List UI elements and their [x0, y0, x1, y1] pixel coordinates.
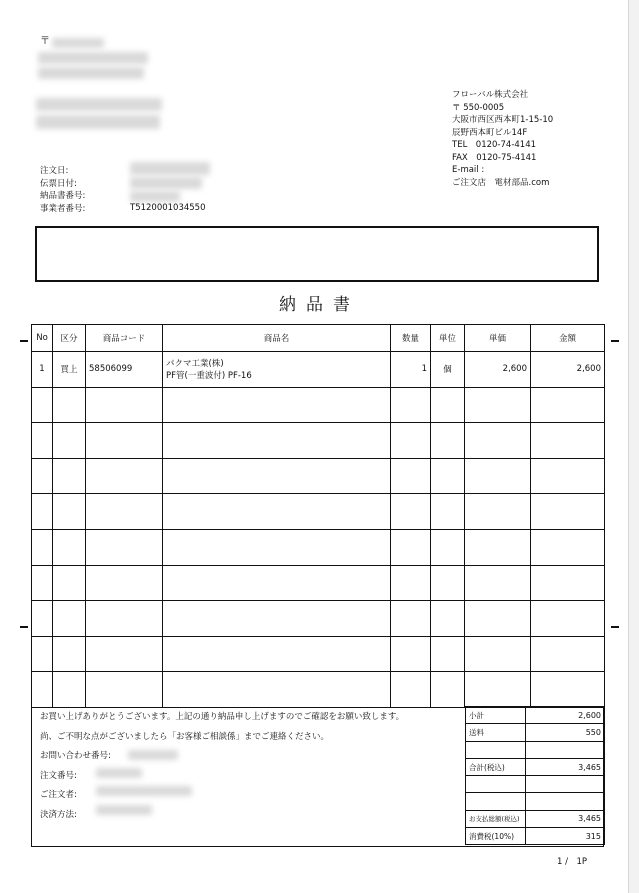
- table-row: [32, 423, 605, 459]
- page-edge: [628, 0, 639, 893]
- empty-cell: [53, 565, 86, 601]
- redacted-inquiry-number: [128, 750, 178, 760]
- blank-row: [466, 793, 605, 810]
- empty-cell: [531, 529, 605, 565]
- subtotal-row: [466, 707, 605, 724]
- empty-cell: [531, 458, 605, 494]
- empty-cell: [86, 494, 163, 530]
- empty-cell: [163, 494, 391, 530]
- empty-cell: [53, 529, 86, 565]
- empty-cell: [391, 423, 431, 459]
- empty-cell: [32, 458, 53, 494]
- items-table: [31, 324, 605, 708]
- table-row: [32, 352, 605, 388]
- totals-table: [465, 706, 605, 845]
- delivery-number-label: 納品書番号:: [40, 191, 86, 201]
- row-amount: 2,600: [531, 352, 605, 388]
- left-fold-mark-top: [20, 340, 28, 342]
- total-value: 3,465: [526, 758, 605, 775]
- empty-cell: [531, 494, 605, 530]
- redacted-orderer: [96, 786, 192, 796]
- empty-cell: [32, 601, 53, 637]
- empty-cell: [465, 458, 531, 494]
- empty-cell: [53, 672, 86, 708]
- sender-store: ご注文店 電材部品.com: [452, 177, 550, 188]
- header-product-name: 商品名: [163, 325, 391, 352]
- left-fold-mark-bottom: [20, 626, 28, 628]
- table-row: [32, 565, 605, 601]
- redacted-postal-code: [52, 38, 104, 48]
- total-label: 合計(税込): [466, 758, 526, 775]
- empty-cell: [531, 636, 605, 672]
- tax-value: 315: [526, 828, 605, 845]
- header-unit-price: 単価: [465, 325, 531, 352]
- empty-cell: [163, 565, 391, 601]
- table-row: [32, 458, 605, 494]
- empty-cell: [86, 458, 163, 494]
- empty-cell: [32, 494, 53, 530]
- payment-total-row: [466, 810, 605, 827]
- header-quantity: 数量: [391, 325, 431, 352]
- sender-block: [452, 89, 553, 189]
- empty-cell: [163, 458, 391, 494]
- total-row: [466, 758, 605, 775]
- sender-address-2: 辰野西本町ビル14F: [452, 127, 528, 138]
- empty-cell: [431, 636, 465, 672]
- empty-cell: [86, 601, 163, 637]
- redacted-payment-method: [96, 805, 152, 815]
- row-no: 1: [32, 352, 53, 388]
- empty-cell: [531, 565, 605, 601]
- footer-messages: [40, 710, 404, 827]
- empty-cell: [53, 601, 86, 637]
- empty-cell: [391, 672, 431, 708]
- redacted-slip-date: [130, 177, 202, 189]
- empty-cell: [431, 387, 465, 423]
- table-row: [32, 601, 605, 637]
- header-kubun: 区分: [53, 325, 86, 352]
- empty-cell: [465, 423, 531, 459]
- empty-cell: [465, 636, 531, 672]
- empty-cell: [465, 601, 531, 637]
- empty-cell: [531, 387, 605, 423]
- empty-cell: [163, 387, 391, 423]
- blank-row: [466, 776, 605, 793]
- table-row: [32, 636, 605, 672]
- document-title: 納品書: [279, 295, 360, 315]
- row-quantity: 1: [391, 352, 431, 388]
- empty-cell: [391, 458, 431, 494]
- empty-cell: [431, 565, 465, 601]
- slip-date-label: 伝票日付:: [40, 178, 77, 189]
- orderer-label: ご注文者:: [40, 790, 77, 800]
- row-product-code: 58506099: [86, 352, 163, 388]
- row-maker: パクマ工業(株): [166, 359, 224, 370]
- redacted-address-line-1: [38, 52, 148, 64]
- empty-cell: [86, 387, 163, 423]
- empty-cell: [53, 387, 86, 423]
- empty-cell: [465, 672, 531, 708]
- empty-cell: [391, 601, 431, 637]
- table-row: [32, 387, 605, 423]
- right-fold-mark-top: [611, 340, 619, 342]
- empty-cell: [163, 636, 391, 672]
- empty-cell: [53, 458, 86, 494]
- empty-cell: [391, 636, 431, 672]
- redacted-order-number: [96, 768, 142, 778]
- payment-total-value: 3,465: [526, 810, 605, 827]
- empty-cell: [86, 423, 163, 459]
- contact-message: 尚、ご不明な点がございましたら「お客様ご相談係」までご連絡ください。: [40, 731, 330, 742]
- table-row: [32, 529, 605, 565]
- row-unit-price: 2,600: [465, 352, 531, 388]
- empty-cell: [465, 565, 531, 601]
- empty-cell: [465, 529, 531, 565]
- sender-tel: TEL 0120-74-4141: [452, 140, 537, 150]
- header-amount: 金額: [531, 325, 605, 352]
- inquiry-number-label: お問い合わせ番号:: [40, 751, 111, 761]
- redacted-order-date: [130, 162, 210, 175]
- row-product: PF管(一重波付) PF-16: [166, 371, 252, 382]
- empty-cell: [86, 672, 163, 708]
- business-number-value: T5120001034550: [130, 203, 206, 213]
- empty-cell: [391, 494, 431, 530]
- sender-email: E-mail :: [452, 165, 485, 175]
- redacted-address-line-2: [38, 67, 144, 79]
- empty-cell: [531, 672, 605, 708]
- row-kubun: 買上: [53, 352, 86, 388]
- right-fold-mark-bottom: [611, 626, 619, 628]
- payment-method-label: 決済方法:: [40, 809, 77, 820]
- redacted-recipient-name-2: [36, 115, 160, 129]
- sender-company: フローバル株式会社: [452, 90, 529, 100]
- empty-cell: [53, 494, 86, 530]
- empty-cell: [391, 529, 431, 565]
- empty-cell: [86, 636, 163, 672]
- order-number-label: 注文番号:: [40, 770, 77, 781]
- empty-cell: [163, 601, 391, 637]
- empty-cell: [53, 423, 86, 459]
- business-number-label: 事業者番号:: [40, 203, 86, 214]
- row-product-name: [163, 352, 391, 388]
- empty-cell: [431, 458, 465, 494]
- memo-box: [35, 226, 599, 282]
- subtotal-label: 小計: [466, 707, 526, 724]
- row-unit: 個: [431, 352, 465, 388]
- order-info: [40, 165, 85, 215]
- redacted-delivery-number: [130, 191, 180, 202]
- empty-cell: [32, 672, 53, 708]
- redacted-recipient-name-1: [36, 98, 162, 111]
- empty-cell: [86, 529, 163, 565]
- empty-cell: [163, 423, 391, 459]
- order-date-label: 注文日:: [40, 166, 69, 176]
- empty-cell: [32, 387, 53, 423]
- empty-cell: [86, 565, 163, 601]
- empty-cell: [465, 387, 531, 423]
- sender-fax: FAX 0120-75-4141: [452, 152, 537, 163]
- tax-row: [466, 828, 605, 845]
- table-row: [32, 494, 605, 530]
- header-product-code: 商品コード: [86, 325, 163, 352]
- empty-cell: [431, 672, 465, 708]
- recipient-postal-mark: 〒: [40, 36, 50, 47]
- shipping-label: 送料: [466, 724, 526, 741]
- empty-cell: [465, 494, 531, 530]
- empty-cell: [53, 636, 86, 672]
- shipping-row: [466, 724, 605, 741]
- empty-cell: [391, 387, 431, 423]
- empty-cell: [32, 565, 53, 601]
- subtotal-value: 2,600: [526, 707, 605, 724]
- blank-row: [466, 741, 605, 758]
- empty-cell: [32, 529, 53, 565]
- page-number: 1 / 1P: [557, 857, 588, 867]
- table-row: [32, 672, 605, 708]
- empty-cell: [531, 423, 605, 459]
- empty-cell: [431, 494, 465, 530]
- sender-postal: 〒 550-0005: [452, 102, 505, 113]
- empty-cell: [163, 672, 391, 708]
- shipping-value: 550: [526, 724, 605, 741]
- empty-cell: [431, 529, 465, 565]
- header-no: No: [32, 325, 53, 352]
- empty-cell: [431, 601, 465, 637]
- sender-address-1: 大阪市西区西本町1-15-10: [452, 115, 554, 125]
- empty-cell: [431, 423, 465, 459]
- header-unit: 単位: [431, 325, 465, 352]
- thanks-message: お買い上げありがとうございます。上記の通り納品申し上げますのでご確認をお願い致します。: [40, 712, 405, 722]
- empty-cell: [163, 529, 391, 565]
- empty-cell: [391, 565, 431, 601]
- table-header-row: [32, 325, 605, 352]
- payment-total-label: お支払総額(税込): [466, 810, 526, 827]
- empty-cell: [531, 601, 605, 637]
- tax-label: 消費税(10%): [466, 828, 526, 845]
- empty-cell: [32, 423, 53, 459]
- empty-cell: [32, 636, 53, 672]
